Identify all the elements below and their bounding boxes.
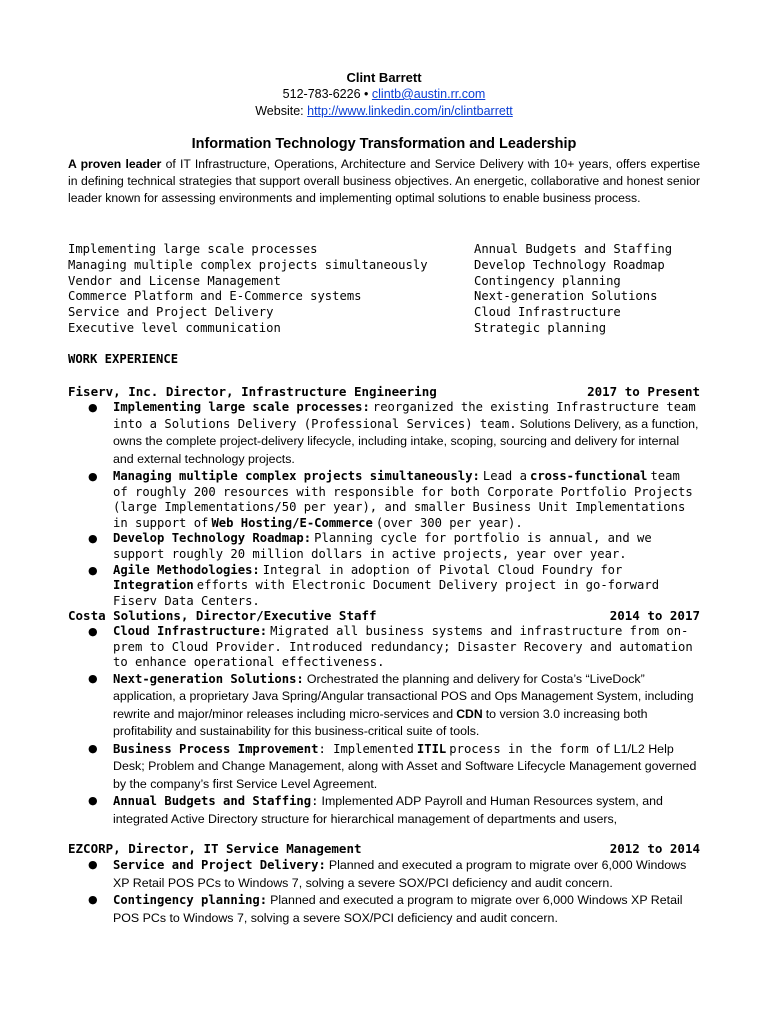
list-item bbox=[68, 531, 700, 562]
bullet-label: Annual Budgets and Staffing bbox=[113, 794, 312, 809]
job-title: Costa Solutions, Director/Executive Staff bbox=[68, 608, 377, 623]
contact-line bbox=[0, 86, 768, 103]
website-line bbox=[0, 103, 768, 120]
bullet-icon: ● bbox=[88, 893, 98, 906]
website-label: Website: bbox=[255, 104, 304, 118]
bullet-icon: ● bbox=[88, 532, 98, 546]
job-bullets bbox=[68, 857, 700, 927]
list-item bbox=[68, 741, 700, 794]
skill-item: Next-generation Solutions bbox=[474, 289, 658, 304]
skill-item: Executive level communication bbox=[68, 320, 281, 335]
bullet-label: Develop Technology Roadmap: bbox=[113, 531, 312, 546]
bullet-text: process in the form of bbox=[449, 741, 611, 756]
bullet-label: Agile Methodologies: bbox=[113, 562, 260, 577]
job-header bbox=[68, 841, 700, 857]
bullet-emphasis: CDN bbox=[456, 706, 483, 721]
bullet-icon: ● bbox=[88, 470, 98, 484]
candidate-name: Clint Barrett bbox=[346, 70, 422, 85]
job-costa bbox=[68, 608, 700, 828]
bullet-emphasis: cross-functional bbox=[530, 469, 648, 484]
website-link[interactable]: http://www.linkedin.com/in/clintbarrett bbox=[307, 104, 513, 118]
bullet-emphasis: Web Hosting/E-Commerce bbox=[211, 515, 373, 530]
bullet-label: Contingency planning: bbox=[113, 893, 268, 907]
bullet-icon: ● bbox=[88, 401, 98, 414]
bullet-text: reorganized the existing Infrastructure team into a Solutions Delivery (Professional Services) team. bbox=[113, 400, 696, 431]
job-header bbox=[68, 608, 700, 624]
bullet-emphasis: ITIL bbox=[416, 741, 447, 756]
skill-item: Contingency planning bbox=[474, 273, 621, 288]
job-dates: 2014 to 2017 bbox=[609, 608, 700, 623]
bullet-icon: ● bbox=[88, 741, 98, 755]
bullet-label: Cloud Infrastructure: bbox=[113, 624, 268, 638]
job-fiserv bbox=[68, 384, 700, 609]
bullet-separator: • bbox=[364, 87, 369, 101]
skill-item: Service and Project Delivery bbox=[68, 305, 274, 320]
summary-text: of IT Infrastructure, Operations, Architecture and Service Delivery with 10+ years, offers expertise in defining technical strategies that support overall business objectives. An energetic, collaborative and honest senior leader known for assessing environments and implementing optimal solutions to enable business process. bbox=[68, 157, 701, 205]
bullet-text: Integral in adoption of Pivotal Cloud Foundry for bbox=[262, 562, 623, 577]
bullet-icon: ● bbox=[88, 671, 98, 685]
profile-title: Information Technology Transformation and Leadership bbox=[191, 136, 577, 152]
skill-item: Cloud Infrastructure bbox=[474, 305, 621, 320]
job-title: EZCORP, Director, IT Service Management bbox=[68, 841, 362, 856]
job-bullets bbox=[68, 624, 700, 828]
bullet-icon: ● bbox=[88, 563, 98, 577]
profile-summary bbox=[68, 156, 700, 207]
skills-right-column bbox=[474, 242, 672, 337]
bullet-text: Solutions Delivery, as a function, owns the complete project-delivery lifecycle, including intake, scoping, sourcing and delivery for internal and external technology projects. bbox=[113, 416, 699, 466]
work-experience-heading: WORK EXPERIENCE bbox=[68, 352, 179, 366]
list-item bbox=[68, 892, 700, 927]
list-item bbox=[68, 563, 700, 610]
bullet-label: Implementing large scale processes: bbox=[113, 400, 370, 414]
bullet-text: Migrated all business systems and infrastructure from on-prem to Cloud Provider. Introduced redundancy; Disaster Recovery and automation to enhance operational effectiveness. bbox=[113, 624, 693, 670]
bullet-emphasis: Integration bbox=[113, 578, 194, 593]
bullet-label: Service and Project Delivery: bbox=[113, 858, 326, 872]
bullet-text: efforts with Electronic Document Delivery project in go-forward Fiserv Data Centers. bbox=[113, 578, 660, 608]
skill-item: Implementing large scale processes bbox=[68, 242, 318, 256]
skill-item: Strategic planning bbox=[474, 320, 607, 335]
job-bullets bbox=[68, 400, 700, 609]
list-item bbox=[68, 624, 700, 671]
bullet-icon: ● bbox=[88, 625, 98, 638]
contact-header bbox=[0, 69, 768, 120]
email-link[interactable]: clintb@austin.rr.com bbox=[371, 87, 486, 101]
bullet-text: Planned and executed a program to migrate over 6,000 Windows XP Retail POS PCs to Windows 7, solving a severe SOX/PCI deficiency and audit concern. bbox=[113, 893, 683, 925]
list-item bbox=[68, 857, 700, 892]
job-dates: 2012 to 2014 bbox=[609, 841, 700, 856]
skill-item: Commerce Platform and E-Commerce systems bbox=[68, 289, 362, 304]
bullet-label: Business Process Improvement bbox=[113, 741, 319, 756]
job-ezcorp bbox=[68, 841, 700, 927]
bullet-icon: ● bbox=[88, 794, 98, 808]
bullet-text: Planned and executed a program to migrate over 6,000 Windows XP Retail POS PCs to Windows 7, solving a severe SOX/PCI deficiency and audit concern. bbox=[113, 858, 687, 890]
list-item bbox=[68, 469, 700, 531]
bullet-label: Managing multiple complex projects simultaneously: bbox=[113, 469, 480, 484]
summary-lead: A proven leader bbox=[68, 157, 162, 171]
phone-number: 512-783-6226 bbox=[282, 87, 361, 101]
bullet-text: Planning cycle for portfolio is annual, and we support roughly 20 million dollars in active projects, year over year. bbox=[113, 531, 652, 562]
list-item bbox=[68, 671, 700, 741]
job-header bbox=[68, 384, 700, 400]
bullet-text: (over 300 per year). bbox=[375, 515, 523, 530]
skill-item: Vendor and License Management bbox=[68, 273, 281, 288]
list-item bbox=[68, 400, 700, 468]
list-item bbox=[68, 793, 700, 828]
bullet-text: L1/L2 Help Desk; Problem and Change Management, along with Asset and Software Lifecycle Management governed by the company’s first Service Level Agreement. bbox=[113, 741, 697, 791]
skill-item: Develop Technology Roadmap bbox=[474, 257, 665, 272]
job-dates: 2017 to Present bbox=[587, 384, 700, 399]
bullet-icon: ● bbox=[88, 858, 98, 871]
job-title: Fiserv, Inc. Director, Infrastructure Engineering bbox=[68, 384, 437, 399]
bullet-label: Next-generation Solutions: bbox=[113, 671, 304, 686]
bullet-text: Orchestrated the planning and delivery for Costa’s “LiveDock” application, a proprietary Java Spring/Angular transactional POS and Ops Management System, including rewrite and major/minor releases including micro-services and bbox=[113, 671, 694, 721]
bullet-text: : Implemented bbox=[318, 741, 414, 756]
bullet-text: : bbox=[311, 794, 319, 809]
skills-left-column bbox=[68, 242, 428, 337]
bullet-text: Lead a bbox=[482, 469, 527, 484]
bullet-text: Implemented ADP Payroll and Human Resources system, and integrated Active Directory structure for hierarchical management of departments and users, bbox=[113, 794, 663, 826]
skill-item: Managing multiple complex projects simultaneously bbox=[68, 257, 428, 272]
skill-item: Annual Budgets and Staffing bbox=[474, 242, 673, 256]
bullet-text: to version 3.0 increasing both profitability and sustainability for this business-critical suite of tools. bbox=[113, 706, 648, 739]
bullet-text: team of roughly 200 resources with responsible for both Corporate Portfolio Projects (large Implementations/50 per year), and smaller Business Unit Implementations in support of bbox=[113, 469, 693, 530]
